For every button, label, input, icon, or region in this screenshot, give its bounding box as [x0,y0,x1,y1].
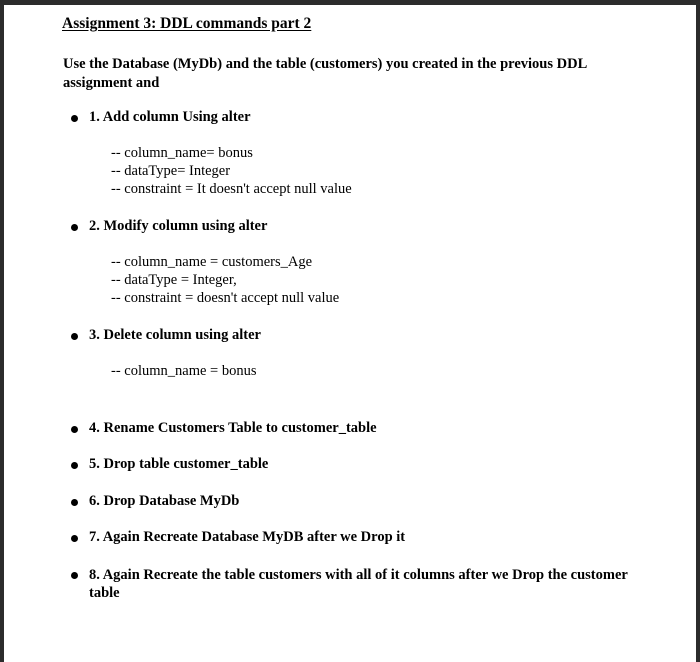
intro-paragraph: Use the Database (MyDb) and the table (customers) you created in the previous DDL assignment and [63,56,587,91]
list-item-detail: -- dataType= Integer [111,163,231,179]
list-item-label: 6. Drop Database MyDb [89,493,240,509]
list-item-label: 7. Again Recreate Database MyDB after we Drop it [89,529,406,545]
list-item-label: 8. Again Recreate the table customers with all of it columns after we Drop the customer table [89,567,628,601]
bullet-icon [71,333,78,340]
bullet-icon [71,535,78,542]
list-item-detail: -- column_name = customers_Age [111,254,313,270]
bullet-icon [71,115,78,122]
list-item-detail: -- column_name = bonus [111,363,257,379]
document-page [4,5,696,662]
list-item-label: 2. Modify column using alter [89,218,268,234]
list-item-label: 4. Rename Customers Table to customer_table [89,420,377,436]
list-item-label: 5. Drop table customer_table [89,456,269,472]
bullet-icon [71,224,78,231]
list-item-detail: -- dataType = Integer, [111,272,237,288]
page-title: Assignment 3: DDL commands part 2 [62,15,312,32]
list-item-detail: -- constraint = doesn't accept null value [111,290,340,306]
bullet-icon [71,499,78,506]
list-item-label: 1. Add column Using alter [89,109,251,125]
bullet-icon [71,462,78,469]
list-item-detail: -- constraint = It doesn't accept null value [111,181,352,197]
bullet-icon [71,572,78,579]
list-item-detail: -- column_name= bonus [111,145,253,161]
list-item-label: 3. Delete column using alter [89,327,261,343]
bullet-icon [71,426,78,433]
